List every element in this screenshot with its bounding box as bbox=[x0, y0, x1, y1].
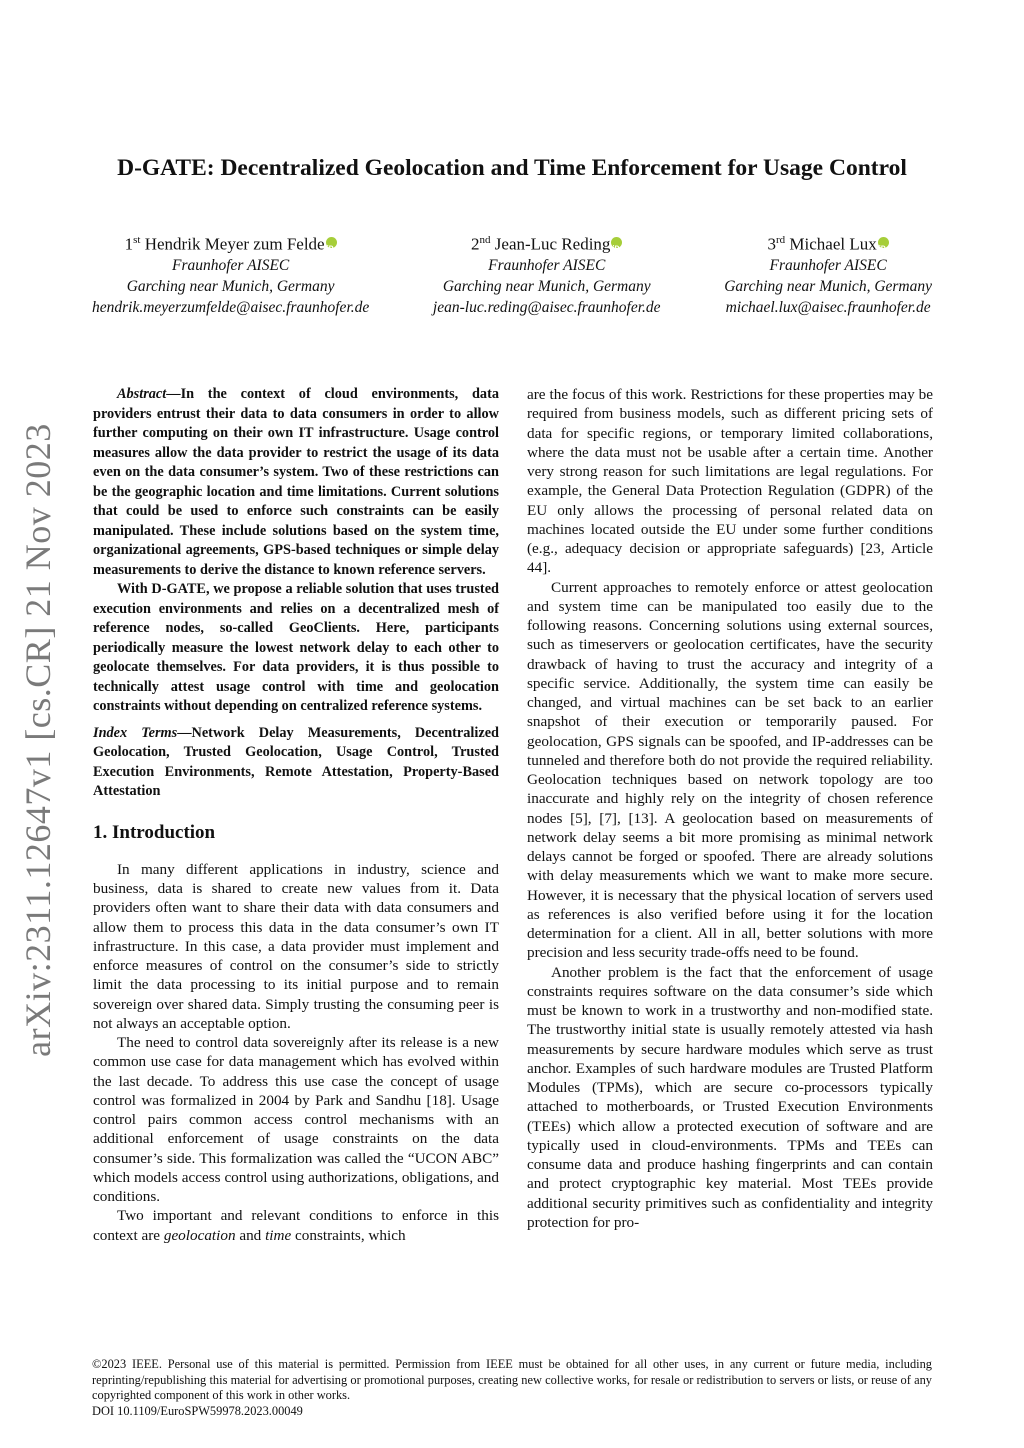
author-3 bbox=[724, 230, 932, 318]
author-email[interactable]: hendrik.meyerzumfelde@aisec.fraunhofer.de bbox=[92, 298, 370, 316]
abstract-label: Abstract bbox=[117, 386, 167, 402]
author-affiliation: Fraunhofer AISEC bbox=[488, 256, 606, 274]
emphasis-geolocation: geolocation bbox=[163, 1226, 236, 1244]
author-location: Garching near Munich, Germany bbox=[724, 277, 932, 295]
author-email[interactable]: jean-luc.reding@aisec.fraunhofer.de bbox=[432, 298, 661, 316]
index-terms-label: Index Terms bbox=[93, 724, 178, 741]
body-text: constraints, which bbox=[291, 1226, 406, 1244]
author-2 bbox=[433, 230, 661, 318]
author-ordinal: 2 bbox=[471, 234, 480, 254]
orcid-icon[interactable] bbox=[611, 237, 622, 248]
body-paragraph: are the focus of this work. Restrictions for these properties may be required from business models, such as different pricing sets of data for specific regions, or temporary limited collaborations, where the data must not be usable after a certain time. Another very strong reason for such limitations are legal regulations. For example, the General Data Protection Regulation (GDPR) of the EU only allows the processing of personal related data on machines located outside the EU under some further conditions (e.g., adequacy decision or appropriate safeguards) [23, Article 44]. bbox=[527, 386, 933, 577]
body-paragraph: Current approaches to remotely enforce or attest geolocation and system time can be manipulated too easily due to the following reasons. Concerning solutions using external sources, such as timeservers or geolocation certificates, have the security drawback of having to trust the accuracy and integrity of a specific service. Additionally, the system time can easily be changed, and virtual machines can be set back to an earlier snapshot of their execution or temporarily paused. For geolocation, GPS signals can be spoofed, and IP-addresses can be tunneled and therefore both do not provide the required reliability. Geolocation techniques based on network topology are too inaccurate and highly rely on the integrity of chosen reference nodes [5], [7], [13]. A geolocation based on measurements of network delay seems a bit more promising as minimal network delays cannot be forged or spoofed. There are already solutions with delay measurements which we want to make more secure. However, it is necessary that the physical location of servers used as references is also verified before using it for the location determination for a client. All in all, better solutions with more precision and less security trade-offs need to be found. bbox=[527, 578, 933, 962]
arxiv-sidebar bbox=[8, 390, 68, 1090]
body-paragraph bbox=[93, 1206, 499, 1245]
author-block bbox=[92, 230, 932, 318]
author-location: Garching near Munich, Germany bbox=[442, 277, 651, 295]
copyright-notice: ©2023 IEEE. Personal use of this material is permitted. Permission from IEEE must be obtained for all other uses, in any current or future media, including reprinting/republishing this material for advertising or promotional purposes, creating new collective works, for resale or redistribution to servers or lists, or reuse of any copyrighted component of this work in other works. bbox=[92, 1357, 932, 1402]
author-affiliation: Fraunhofer AISEC bbox=[172, 256, 290, 274]
body-paragraph: In many different applications in industry, science and business, data is shared to create new values from it. Data providers often want to share their data with data consumers and allow them to process this data in the data consumer’s own IT infrastructure. In this case, a data provider must implement and enforce measures of control on the consumer’s side to strictly limit the data processing to its initial purpose and to remain sovereign over shared data. Simply trusting the consuming peer is not always an acceptable option. bbox=[93, 860, 499, 1032]
arxiv-identifier: arXiv:2311.12647v1 [cs.CR] 21 Nov 2023 bbox=[18, 423, 58, 1057]
body-paragraph: Another problem is the fact that the enforcement of usage constraints requires software on the data consumer’s side which must be known to work in a trustworthy and non-modified state. The trustworthy initial state is usually remotely attested via hash measurements by secure hardware modules which serve as trust anchor. Examples of such hardware modules are Trusted Platform Modules (TPMs), which are secure co-processors typically attached to motherboards, or Trusted Execution Environments (TEEs) which allow a protected execution of software and are typically used in cloud-environments. TPMs and TEEs can consume data and produce hashing fingerprints and can contain and protect cryptographic key material. Most TEEs provide additional security primitives such as confidentiality and integrity protection for pro- bbox=[527, 963, 933, 1231]
abstract-paragraph-1: In the context of cloud environments, data providers entrust their data to data consumers in order to allow further computing on their own IT infrastructure. Usage control measures allow the data provider to restrict the usage of its data even on the data consumer’s system. Two of these restrictions can be the geographic location and time limitations. Current solutions that could be used to enforce such constraints can be easily manipulated. These include solutions based on the system time, organizational agreements, GPS-based techniques or simple delay measurements to derive the distance to known reference servers. bbox=[93, 386, 499, 578]
doi: DOI 10.1109/EuroSPW59978.2023.00049 bbox=[92, 1403, 303, 1418]
author-affiliation: Fraunhofer AISEC bbox=[769, 256, 887, 274]
body-text: Two important and relevant conditions to enforce in this context are bbox=[93, 1207, 499, 1244]
paper-title: D-GATE: Decentralized Geolocation and Time Enforcement for Usage Control bbox=[117, 155, 907, 181]
author-name: Hendrik Meyer zum Felde bbox=[144, 234, 325, 254]
orcid-icon[interactable] bbox=[326, 237, 337, 248]
orcid-icon[interactable] bbox=[878, 237, 889, 248]
author-name: Michael Lux bbox=[789, 234, 877, 254]
author-ordinal-suffix: rd bbox=[775, 234, 786, 246]
author-1 bbox=[92, 230, 369, 318]
author-ordinal-suffix: st bbox=[133, 234, 141, 246]
abstract: Abstract—In the context of cloud environments, data providers entrust their data to data consumers in order to allow further computing on their own IT infrastructure. Usage control measures allow the data provider to restrict the usage of its data even on the data consumer’s system. Two of these restrictions can be the geographic location and time limitations. Current solutions that could be used to enforce such constraints can be easily manipulated. These include solutions based on the system time, organizational agreements, GPS-based techniques or simple delay measurements to derive the distance to known reference servers. With D-GATE, we propose a reliable solution that uses trusted execution environments and relies on a decentralized mesh of reference nodes, so-called GeoClients. Here, participants periodically measure the lowest network delay to each other to geolocate themselves. For data providers, it is thus possible to technically attest usage control with time and geolocation constraints without depending on centralized reference systems. bbox=[93, 385, 499, 717]
author-ordinal: 1 bbox=[124, 234, 134, 254]
abstract-paragraph-2: With D-GATE, we propose a reliable solution that uses trusted execution environments and relies on a decentralized mesh of reference nodes, so-called GeoClients. Here, participants periodically measure the lowest network delay to each other to geolocate themselves. For data providers, it is thus possible to technically attest usage control with time and geolocation constraints without depending on centralized reference systems. bbox=[93, 581, 499, 714]
author-location: Garching near Munich, Germany bbox=[126, 277, 335, 295]
author-email[interactable]: michael.lux@aisec.fraunhofer.de bbox=[725, 298, 931, 316]
index-terms-text: Network Delay Measurements, Decentralized Geolocation, Trusted Geolocation, Usage Control, Trusted Execution Environments, Remote Attestation, Property-Based Attestation bbox=[93, 724, 499, 799]
copyright-footer bbox=[92, 1357, 932, 1419]
body-text: and bbox=[235, 1226, 266, 1244]
author-ordinal-suffix: nd bbox=[479, 234, 491, 246]
body-paragraph: The need to control data sovereignly after its release is a new common use case for data management which has evolved within the last decade. To address this use case the concept of usage control was formalized in 2004 by Park and Sandhu [18]. Usage control pairs common access control mechanisms with an additional enforcement of usage constraints on the data consumer’s side. This formalization was called the “UCON ABC” which models access control using authorizations, obligations, and conditions. bbox=[93, 1034, 499, 1205]
author-ordinal: 3 bbox=[767, 234, 776, 254]
author-name: Jean-Luc Reding bbox=[494, 234, 611, 254]
right-column bbox=[527, 385, 933, 1232]
left-column bbox=[93, 385, 499, 1245]
section-heading: 1. Introduction bbox=[93, 821, 216, 843]
emphasis-time: time bbox=[265, 1226, 292, 1244]
index-terms: Index Terms—Network Delay Measurements, Decentralized Geolocation, Trusted Geolocation, Usage Control, Trusted Execution Environments, Remote Attestation, Property-Based Attestation bbox=[93, 724, 499, 799]
